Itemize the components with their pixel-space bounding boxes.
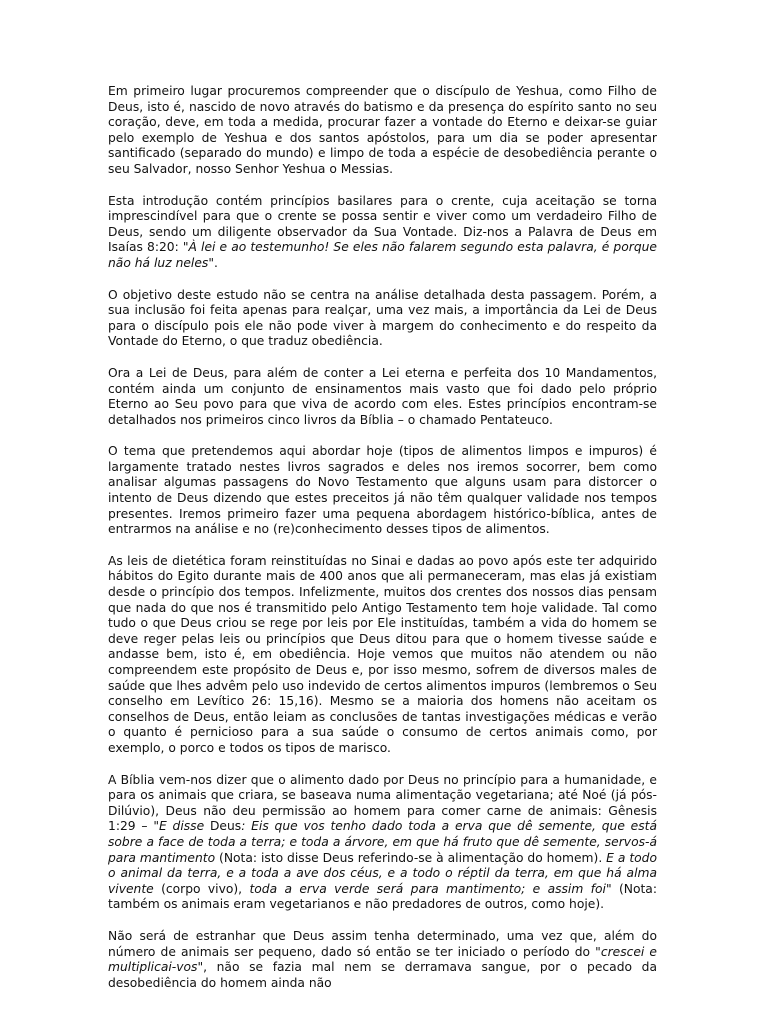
text-segment: O tema que pretendemos aqui abordar hoje (tipos de alimentos limpos e impuros) é largamente tratado nestes livros sagrados e deles nos iremos socorrer, bem como analisar algumas passagens do Novo Testamento que alguns usam para distorcer o intento de Deus dizendo que estes preceitos já não têm qualquer validade nos tempos presentes. Iremos primeiro fazer uma pequena abordagem histórico-bíblica, antes de entrarmos na análise e no (re)conhecimento desses tipos de alimentos. bbox=[108, 444, 657, 537]
text-segment: O objetivo deste estudo não se centra na análise detalhada desta passagem. Porém, a sua inclusão foi feita apenas para realçar, uma vez mais, a importância da Lei de Deus para o discípulo pois ele não pode viver à margem do conhecimento e do respeito da Vontade do Eterno, o que traduz obediência. bbox=[108, 287, 657, 349]
bible-quote: crescei e multiplicai-vos bbox=[108, 944, 657, 975]
text-segment: Esta introdução contém princípios basilares para o crente, cuja aceitação se torna imprescindível para que o crente se possa sentir e viver como um verdadeiro Filho de Deus, sendo um diligente observador da Sua Vontade. Diz-nos a Palavra de Deus em Isaías 8:20: " bbox=[108, 193, 657, 255]
bible-quote: E disse bbox=[159, 819, 205, 834]
paragraph-4 bbox=[108, 366, 657, 428]
paragraph-1 bbox=[108, 84, 657, 178]
paragraph-2 bbox=[108, 194, 657, 272]
text-segment: Não será de estranhar que Deus assim tenha determinado, uma vez que, além do número de animais ser pequeno, dado só então se ter iniciado o período do " bbox=[108, 928, 657, 959]
bible-quote: À lei e ao testemunho! Se eles não falarem segundo esta palavra, é porque não há luz neles bbox=[108, 240, 657, 270]
bible-quote: : Eis que vos tenho dado toda a erva que dê semente, que está sobre a face de toda a terra; e toda a árvore, em que há fruto que dê semente, servos-á para mantimento bbox=[108, 819, 657, 865]
paragraph-3 bbox=[108, 288, 657, 350]
text-segment: Ora a Lei de Deus, para além de conter a Lei eterna e perfeita dos 10 Mandamentos, contém ainda um conjunto de ensinamentos mais vasto que foi dado pelo próprio Eterno ao Seu povo para que viva de acordo com eles. Estes princípios encontram-se detalhados nos primeiros cinco livros da Bíblia – o chamado Pentateuco. bbox=[108, 365, 657, 427]
text-segment: Em primeiro lugar procuremos compreender que o discípulo de Yeshua, como Filho de Deus, isto é, nascido de novo através do batismo e da presença do espírito santo no seu coração, deve, em toda a medida, procurar fazer a vontade do Eterno e deixar-se guiar pelo exemplo de Yeshua e dos santos apóstolos, para um dia se poder apresentar santificado (separado do mundo) e limpo de toda a espécie de desobediência perante o seu Salvador, nosso Senhor Yeshua o Messias. bbox=[108, 84, 657, 176]
paragraph-6 bbox=[108, 554, 657, 757]
text-segment: (Nota: isto disse Deus referindo-se à alimentação do homem). bbox=[215, 850, 607, 865]
paragraph-7 bbox=[108, 773, 657, 913]
text-segment: " (Nota: também os animais eram vegetarianos e não predadores de outros, como hoje). bbox=[108, 881, 657, 912]
paragraph-5 bbox=[108, 444, 657, 538]
text-segment: ". bbox=[208, 255, 218, 270]
bible-quote: E a todo o animal da terra, e a toda a ave dos céus, e a todo o réptil da terra, em que há alma vivente bbox=[108, 850, 658, 896]
document-page bbox=[108, 84, 657, 1007]
paragraph-8 bbox=[108, 929, 657, 991]
text-segment: As leis de dietética foram reinstituídas no Sinai e dadas ao povo após este ter adquirido hábitos do Egito durante mais de 400 anos que ali permaneceram, mas elas já existiam desde o princípio dos tempos. Infelizmente, muitos dos crentes dos nossos dias pensam que nada do que nos é transmitido pelo Antigo Testamento tem hoje validade. Tal como tudo o que Deus criou se rege por leis por Ele instituídas, também a vida do homem se deve reger pelas leis ou princípios que Deus ditou para que o homem tivesse saúde e andasse bem, isto é, em obediência. Hoje vemos que muitos não atendem ou não compreendem este propósito de Deus e, por isso mesmo, sofrem de diversos males de saúde que lhes advêm pelo uso indevido de certos alimentos impuros (lembremos o Seu conselho em Levítico 26: 15,16). Mesmo se a maioria dos homens não aceitam os conselhos de Deus, então leiam as conclusões de tantas investigações médicas e verão o quanto é pernicioso para a sua saúde o consumo de certos animais como, por exemplo, o porco e todos os tipos de marisco. bbox=[108, 553, 657, 755]
bible-quote: toda a erva verde será para mantimento; e assim foi bbox=[249, 881, 606, 896]
text-segment: (corpo vivo), bbox=[153, 881, 250, 896]
text-segment: A Bíblia vem-nos dizer que o alimento dado por Deus no princípio para a humanidade, e para os animais que criara, se baseava numa alimentação vegetariana; até Noé (já pós-Dilúvio), Deus não deu permissão ao homem para comer carne de animais: Gênesis 1:29 – " bbox=[108, 772, 657, 834]
text-segment: ", não se fazia mal nem se derramava sangue, por o pecado da desobediência do homem ainda não bbox=[108, 960, 657, 990]
text-segment: Deus bbox=[204, 819, 242, 834]
